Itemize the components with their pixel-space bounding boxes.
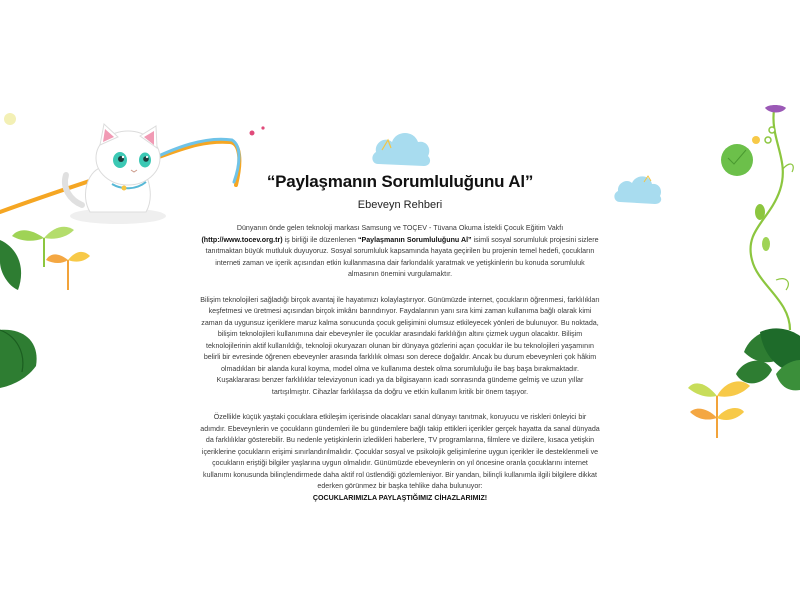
cloud-icon <box>614 176 661 204</box>
article <box>200 172 600 504</box>
campaign-name: “Paylaşmanın Sorumluluğunu Al” <box>357 235 472 244</box>
vine-icon <box>721 105 793 330</box>
page-subtitle: Ebeveyn Rehberi <box>357 199 443 211</box>
tocev-link[interactable]: (http://www.tocev.org.tr) <box>201 235 283 244</box>
pink-dot-icon <box>261 126 264 129</box>
paragraph-technology: Bilişim teknolojileri sağladığı birçok avantaj ile hayatımızı kolaylaştırıyor. Günümüzde internet, çocukların öğrenmesi, farklılıkları keşfetmesi ve üretmesi açısından birçok imkânı barındırıyor. Faydalarının yanı sıra kimi zaman kullanıma bağlı olarak kimi zaman da uygunsuz içeriklere maruz kalma sonucunda çocuk gelişimini olumsuz etkileyecek yönleri de bulunuyor. Bu noktada, bilişim teknolojileri kullanımına dair ebeveynler ile çocuklar arasındaki farklılığın altını çizmek uygun olacaktır. Bilişim teknolojilerinin aktif kullanıldığı, teknoloji okuryazarı olunan bir dünyaya gözlerini açan çocuklar ile bu teknolojileri yaşamının belirli bir evresinde öğrenen ebeveynler arasında farklılık olması son derece doğaldır. Ancak bu durum ebeveynleri çok hâkim olmadıkları bir alanda kural koyma, model olma ve kullanıma destek olma sorumluluğu ile baş başa bırakmaktadır. Kuşaklararası benzer farklılıklar televizyonun icadı ya da bilgisayarın icadı sonrasında gündeme gelmiş ve uzun yıllar tartışılmıştır. Cihazlar farklılaşsa da doğru ve etkin kullanım kritik bir önem taşıyor. <box>200 295 600 396</box>
paragraph-children <box>200 412 600 504</box>
closing-statement: ÇOCUKLARIMIZLA PAYLAŞTIĞIMIZ CİHAZLARIMIZ! <box>312 493 488 502</box>
intro-text-b: iş birliği ile düzenlenen <box>282 235 358 244</box>
pink-dot-icon <box>250 131 255 136</box>
paragraph-intro <box>200 223 600 281</box>
cloud-icon <box>372 133 430 166</box>
leaf-icon <box>12 227 90 290</box>
dark-leaf-icon <box>736 328 800 390</box>
intro-text-a: Dünyanın önde gelen teknoloji markası Samsung ve TOÇEV - Tüvana Okuma İstekli Çocuk Eğitim Vakfı <box>236 224 564 232</box>
cat-illustration <box>65 124 166 224</box>
dark-leaf-icon <box>0 240 37 388</box>
page-title: “Paylaşmanın Sorumluluğunu Al” <box>266 172 534 191</box>
leaf-icon <box>688 381 750 438</box>
yellow-dot-icon <box>4 113 16 125</box>
children-text: Özellikle küçük yaştaki çocuklara etkileşim içerisinde olacakları sanal dünyayı tanıtmak, koruyucu ve riskleri önleyici bir adımdır. Ebeveynlerin ve çocukların gündemleri ile bu gündemlere bağlı takip ettikleri içerikler gerçek hayatta da sanal dünyada da farklılıklar gösterebilir. Bu nedenle yetişkinlerin izledikleri haberlere, TV programlarına, filmlere ve dizilere, kısaca yetişkin içeriklerine çocukların erişimi sınırlandırılmalıdır. Çocuklar sosyal ve psikolojik gelişimlerine uygun içerikler ile desteklenmeli ve çocukların eriştiği bilgiler yaşlarına uygun olmalıdır. Günümüzde ebeveynlerin on yıl öncesine oranla çocuklarını internet kullanımı konusunda bilinçlendirmede daha aktif rol üstlendiği gözlemleniyor. Bir yandan, bilinçli kullanımla ilgili bilgilere dikkat ederken görünmez bir başka tehlike daha bulunuyor: <box>200 413 600 490</box>
intro-text-c: isimli sosyal sorumluluk projesini sizlere tanıtmaktan büyük mutluluk duyuyoruz. Sosyal sorumluluk kapsamında hayata geçirilen bu projenin temel hedefi, çocukların interneti zaman ve içerik açısından etkin kullanmasına dair farkındalık yaratmak ve yetişkinlerin bu konuda sorumluluk almasının önemini vurgulamaktır. <box>205 235 599 278</box>
